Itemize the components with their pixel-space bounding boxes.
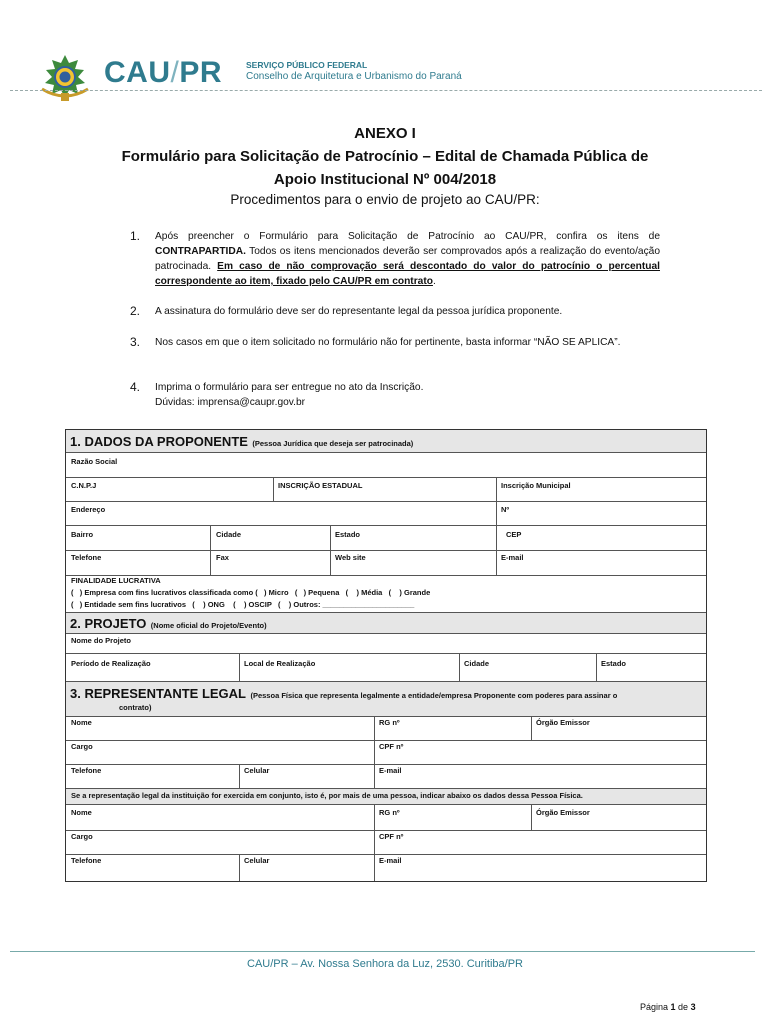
rep2-email-field[interactable]: E-mail [379, 856, 402, 865]
org-name: Conselho de Arquitetura e Urbanismo do Paraná [246, 71, 462, 82]
rep2-telefone-field[interactable]: Telefone [71, 856, 102, 865]
rep-telefone-field[interactable]: Telefone [71, 766, 102, 775]
projeto-estado-field[interactable]: Estado [601, 659, 627, 668]
coat-of-arms-logo [36, 53, 94, 103]
cep-field[interactable]: CEP [506, 530, 522, 539]
instruction-3: 3. Nos casos em que o item solicitado no formulário não for pertinente, basta informar “NÃO SE APLICA”. [130, 335, 621, 349]
finalidade-options-2[interactable]: ( ) Entidade sem fins lucrativos ( ) ONG ( ) OSCIP ( ) Outros: ______________________ [71, 600, 415, 609]
section-2-header: 2. PROJETO (Nome oficial do Projeto/Evento) [66, 612, 706, 634]
logo-wordmark: CAU/PR [104, 56, 223, 89]
rep2-rg-field[interactable]: RG nº [379, 808, 400, 817]
rep2-cpf-field[interactable]: CPF nº [379, 832, 404, 841]
rep-celular-field[interactable]: Celular [244, 766, 270, 775]
rep-rg-field[interactable]: RG nº [379, 718, 400, 727]
instruction-4: 4. Imprima o formulário para ser entregue no ato da Inscrição. Dúvidas: imprensa@caupr.gov.br [130, 380, 660, 410]
inscricao-estadual-field[interactable]: INSCRIÇÃO ESTADUAL [278, 481, 363, 490]
finalidade-label: FINALIDADE LUCRATIVA [71, 576, 161, 585]
form-title-line1: Formulário para Solicitação de Patrocínio – Edital de Chamada Pública de [121, 148, 649, 165]
procedures-subtitle: Procedimentos para o envio de projeto ao CAU/PR: [230, 192, 540, 207]
cidade-field[interactable]: Cidade [216, 530, 242, 539]
header-divider [10, 90, 762, 91]
projeto-cidade-field[interactable]: Cidade [464, 659, 490, 668]
razao-social-field[interactable]: Razão Social [71, 457, 118, 466]
footer-divider [10, 951, 755, 952]
rep2-nome-field[interactable]: Nome [71, 808, 92, 817]
website-field[interactable]: Web site [335, 553, 366, 562]
section-3-header: 3. REPRESENTANTE LEGAL (Pessoa Física que representa legalmente a entidade/empresa Proponente com poderes para assinar o contrato) [66, 681, 706, 717]
rep-cargo-field[interactable]: Cargo [71, 742, 93, 751]
rep2-cargo-field[interactable]: Cargo [71, 832, 93, 841]
page-number: Página 1 de 3 [640, 1002, 696, 1012]
rep-email-field[interactable]: E-mail [379, 766, 402, 775]
rep-cpf-field[interactable]: CPF nº [379, 742, 404, 751]
fax-field[interactable]: Fax [216, 553, 229, 562]
cnpj-field[interactable]: C.N.P.J [71, 481, 97, 490]
periodo-field[interactable]: Período de Realização [71, 659, 151, 668]
joint-representation-note: Se a representação legal da instituição for exercida em conjunto, isto é, por mais de uma pessoa, indicar abaixo os dados dessa Pessoa Física. [66, 788, 706, 805]
nome-projeto-field[interactable]: Nome do Projeto [71, 636, 132, 645]
rep-nome-field[interactable]: Nome [71, 718, 92, 727]
contact-email[interactable]: Dúvidas: imprensa@caupr.gov.br [155, 397, 306, 408]
instruction-1: 1. Após preencher o Formulário para Solicitação de Patrocínio ao CAU/PR, confira os itens de CONTRAPARTIDA. Todos os itens mencionados deverão ser comprovados após a realização do evento/ação patrocinada. Em caso de não comprovação será descontado do valor do patrocínio o percentual correspondente ao item, fixado pelo CAU/PR em contrato. [130, 229, 660, 287]
footer-address: CAU/PR – Av. Nossa Senhora da Luz, 2530. Curitiba/PR [247, 958, 523, 970]
inscricao-municipal-field[interactable]: Inscrição Municipal [501, 481, 571, 490]
rep2-orgao-field[interactable]: Órgão Emissor [536, 808, 590, 817]
estado-field[interactable]: Estado [335, 530, 361, 539]
finalidade-options-1[interactable]: ( ) Empresa com fins lucrativos classificada como ( ) Micro ( ) Pequena ( ) Média ( ) Grande [71, 588, 431, 597]
section-1-header: 1. DADOS DA PROPONENTE (Pessoa Jurídica que deseja ser patrocinada) [66, 430, 706, 453]
telefone-field[interactable]: Telefone [71, 553, 102, 562]
org-federal-service: SERVIÇO PÚBLICO FEDERAL [246, 60, 368, 70]
application-form [65, 429, 707, 882]
numero-field[interactable]: Nº [501, 505, 510, 514]
annex-title: ANEXO I [354, 125, 416, 142]
local-field[interactable]: Local de Realização [244, 659, 316, 668]
rep2-celular-field[interactable]: Celular [244, 856, 270, 865]
rep-orgao-field[interactable]: Órgão Emissor [536, 718, 590, 727]
instruction-2: 2. A assinatura do formulário deve ser do representante legal da pessoa jurídica proponente. [130, 304, 563, 318]
form-title-line2: Apoio Institucional Nº 004/2018 [273, 171, 497, 188]
bairro-field[interactable]: Bairro [71, 530, 94, 539]
email-field[interactable]: E-mail [501, 553, 524, 562]
endereco-field[interactable]: Endereço [71, 505, 106, 514]
